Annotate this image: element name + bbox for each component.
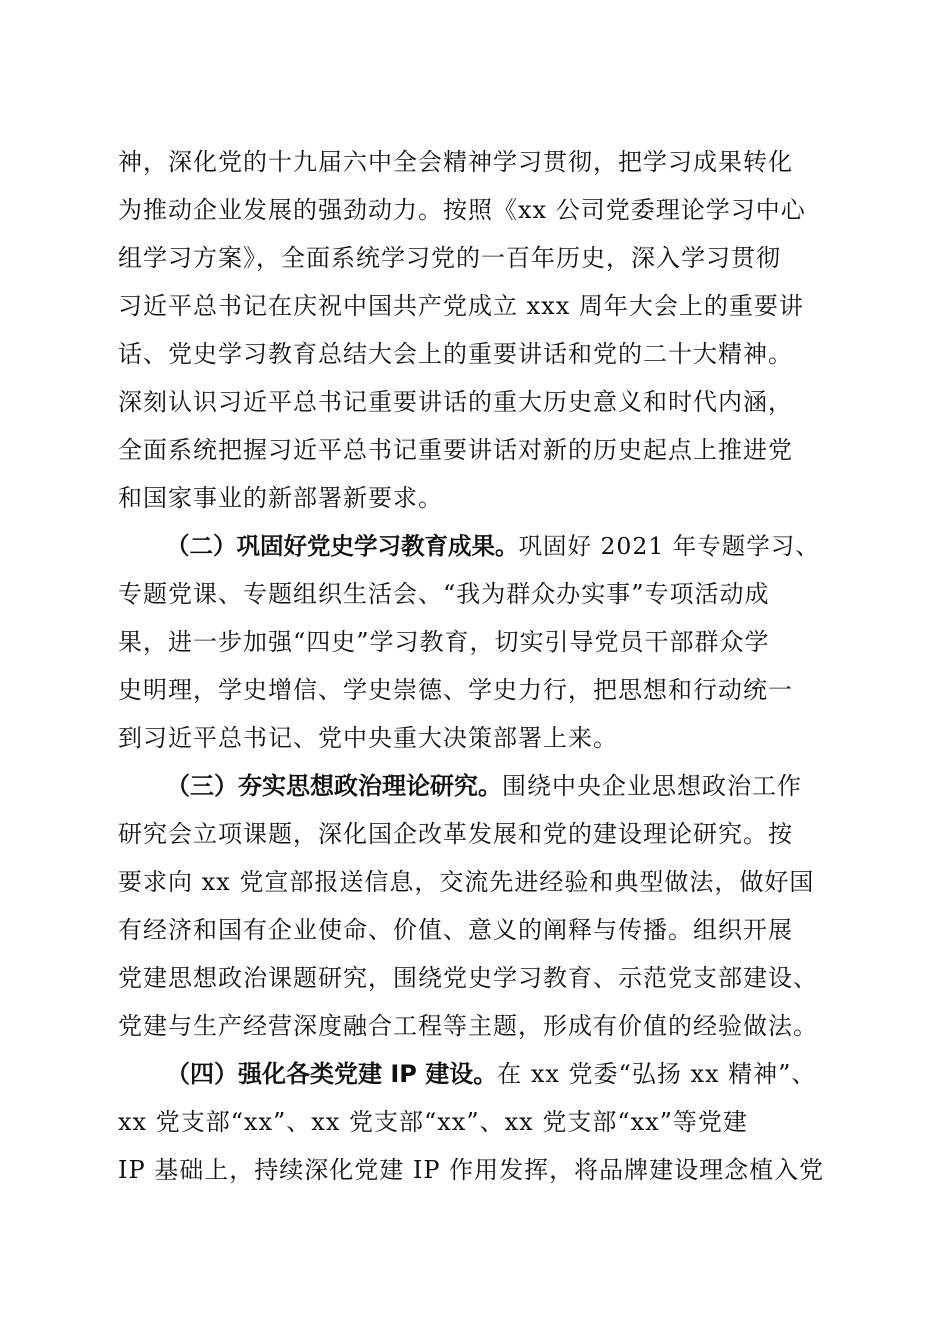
body-line: 深刻认识习近平总书记重要讲话的重大历史意义和时代内涵，: [118, 388, 793, 416]
body-line: 要求向 xx 党宣部报送信息，交流先进经验和典型做法，做好国: [118, 868, 815, 896]
section-4-first-line: [166, 1058, 816, 1090]
section-2-first-line: [166, 530, 820, 562]
body-line: 党建与生产经营深度融合工程等主题，形成有价值的经验做法。: [118, 1012, 818, 1040]
section-3-first-text: 围绕中央企业思想政治工作: [502, 772, 802, 800]
body-line: 和国家事业的新部署新要求。: [118, 484, 443, 512]
section-2-first-text: 巩固好 2021 年专题学习、: [518, 532, 820, 560]
body-line: 全面系统把握习近平总书记重要讲话对新的历史起点上推进党: [118, 436, 793, 464]
body-line: xx 党支部“xx”、xx 党支部“xx”、xx 党支部“xx”等党建: [118, 1108, 748, 1136]
body-line: 组学习方案》，全面系统学习党的一百年历史，深入学习贯彻: [118, 244, 781, 272]
section-4-first-text: 在 xx 党委“弘扬 xx 精神”、: [497, 1060, 817, 1088]
body-line: 党建思想政治课题研究，围绕党史学习教育、示范党支部建设、: [118, 964, 818, 992]
section-2-heading: （二）巩固好党史学习教育成果。: [166, 532, 519, 560]
section-3-first-line: [166, 770, 802, 802]
body-line: 史明理，学史增信、学史崇德、学史力行，把思想和行动统一: [118, 676, 793, 704]
body-line: 习近平总书记在庆祝中国共产党成立 xxx 周年大会上的重要讲: [118, 292, 804, 320]
body-line: 研究会立项课题，深化国企改革发展和党的建设理论研究。按: [118, 820, 793, 848]
body-line: 果，进一步加强“四史”学习教育，切实引导党员干部群众学: [118, 628, 770, 656]
body-line: 神，深化党的十九届六中全会精神学习贯彻，把学习成果转化: [118, 148, 793, 176]
body-line: 专题党课、专题组织生活会、“我为群众办实事”专项活动成: [118, 580, 770, 608]
section-4-heading: （四）强化各类党建 IP 建设。: [166, 1060, 498, 1088]
body-line: 到习近平总书记、党中央重大决策部署上来。: [118, 724, 618, 752]
body-line: 为推动企业发展的强劲动力。按照《xx 公司党委理论学习中心: [118, 196, 806, 224]
body-line: IP 基础上，持续深化党建 IP 作用发挥，将品牌建设理念植入党: [118, 1156, 825, 1184]
section-3-heading: （三）夯实思想政治理论研究。: [166, 772, 502, 800]
body-line: 有经济和国有企业使命、价值、意义的阐释与传播。组织开展: [118, 916, 793, 944]
body-line: 话、党史学习教育总结大会上的重要讲话和党的二十大精神。: [118, 340, 793, 368]
